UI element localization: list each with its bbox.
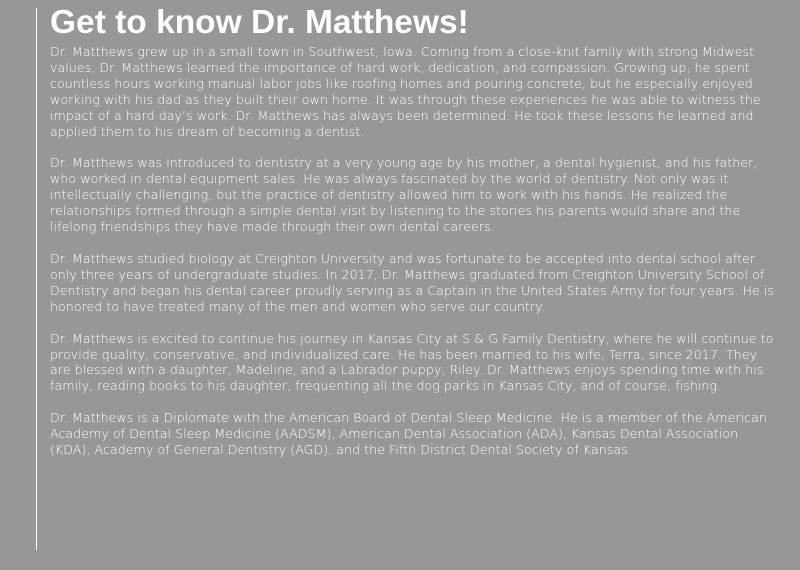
left-divider-line bbox=[36, 8, 37, 550]
bio-section bbox=[50, 2, 780, 474]
bio-paragraph-education-and-army: Dr. Matthews studied biology at Creighton University and was fortunate to be accepted into dental school after only three years of undergraduate studies. In 2017, Dr. Matthews graduated from Creighton University School of Dentistry and began his dental career proudly serving as a Captain in the United States Army for four years. He is honored to have treated many of the men and women who serve our country. bbox=[50, 250, 774, 314]
bio-paragraph-memberships: Dr. Matthews is a Diplomate with the American Board of Dental Sleep Medicine. He is a member of the American Academy of Dental Sleep Medicine (AADSM), American Dental Association (ADA), Kansas Dental Association (KDA), Academy of General Dentistry (AGD), and the Fifth District Dental Society of Kansas. bbox=[50, 410, 767, 458]
bio-paragraph-family-and-practice: Dr. Matthews is excited to continue his journey in Kansas City at S & G Family Dentistry, where he will continue to provide quality, conservative, and individualized care. He has been married to his wife, Terra, since 2017. They are blessed with a daughter, Madeline, and a Labrador puppy, Riley. Dr. Matthews enjoys spending time with his family, reading books to his daughter, frequenting all the dog parks in Kansas City, and of course, fishing. bbox=[50, 330, 774, 394]
page-title: Get to know Dr. Matthews! bbox=[50, 4, 469, 41]
bio-paragraph-upbringing: Dr. Matthews grew up in a small town in Southwest, Iowa. Coming from a close-knit family with strong Midwest values, Dr. Matthews learned the importance of hard work, dedication, and compassion. Growing up, he spent countless hours working manual labor jobs like roofing homes and pouring concrete, but he especially enjoyed working with his dad as they built their own home. It was through these experiences he was able to witness the impact of a hard day’s work. Dr. Matthews has always been determined. He took these lessons he learned and applied them to his dream of becoming a dentist. bbox=[50, 44, 761, 139]
bio-paragraph-introduction-to-dentistry: Dr. Matthews was introduced to dentistry at a very young age by his mother, a dental hygienist, and his father, who worked in dental equipment sales. He was always fascinated by the world of dentistry. Not only was it intellectually challenging, but the practice of dentistry allowed him to work with his hands. He realized the relationships formed through a simple dental visit by listening to the stories his parents would share and the lifelong friendships they have made through their own dental careers. bbox=[50, 155, 758, 235]
